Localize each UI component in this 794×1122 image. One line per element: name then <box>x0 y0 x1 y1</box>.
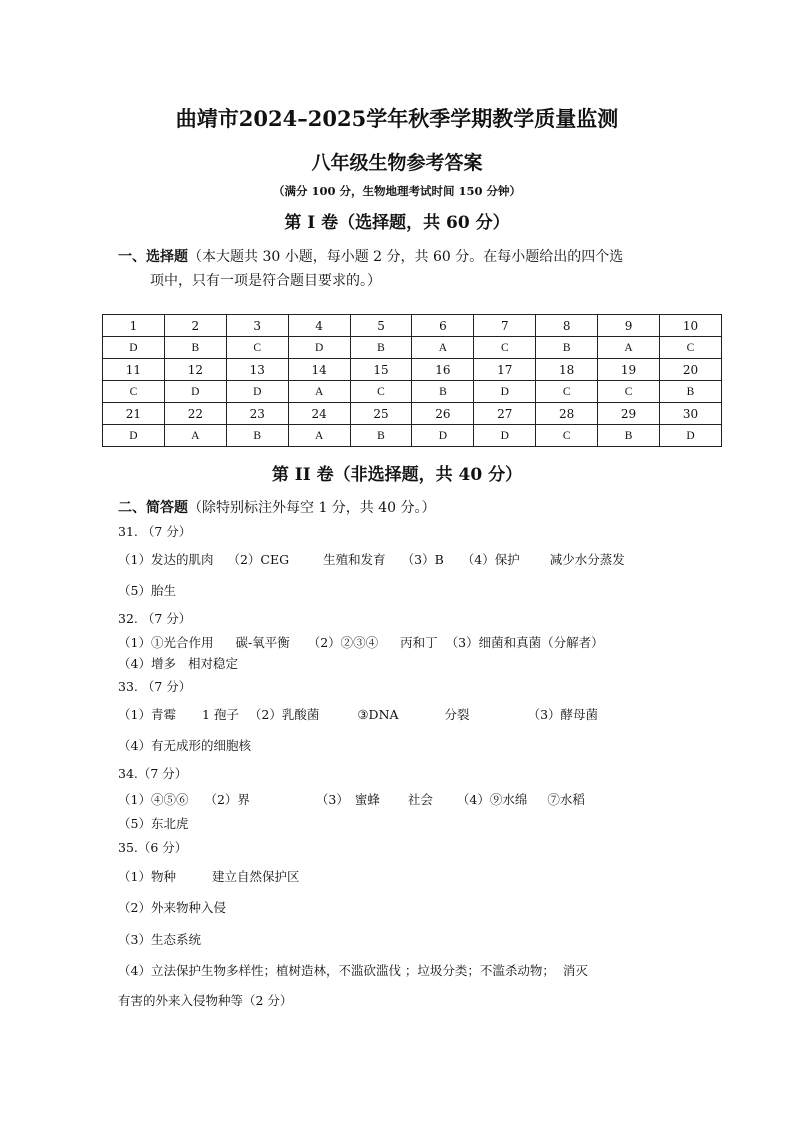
answer-cell: B <box>226 425 288 447</box>
question-number: 25 <box>350 403 412 425</box>
q35-line3: （3）生态系统 <box>118 932 201 947</box>
question-number: 17 <box>474 359 536 381</box>
q34-line1 <box>118 790 585 808</box>
answer-row <box>103 381 722 403</box>
answer-text: （1）物种 <box>118 869 176 884</box>
answer-text: （1）④⑤⑥ <box>118 792 189 807</box>
answer-text: （3） <box>315 792 349 807</box>
question-number: 19 <box>598 359 660 381</box>
q35-line4: （4）立法保护生物多样性；植树造林，不滥砍滥伐 ；垃圾分类；不滥杀动物； 消灭 <box>118 963 588 978</box>
q34-heading: 34.（7 分） <box>118 766 188 781</box>
answer-text: 1 孢子 <box>201 707 239 722</box>
answer-text: （3）细菌和真菌（分解者） <box>445 635 604 650</box>
q33-line2: （4）有无成形的细胞核 <box>118 738 251 753</box>
section2-desc: （除特别标注外每空 1 分，共 40 分。） <box>188 500 436 516</box>
question-number: 30 <box>660 403 722 425</box>
section1-desc: （本大题共 30 小题，每小题 2 分，共 60 分。在每小题给出的四个选 <box>188 249 624 265</box>
question-number: 20 <box>660 359 722 381</box>
section2-label: 二、简答题 <box>118 500 188 516</box>
q35-line2: （2）外来物种入侵 <box>118 900 226 915</box>
question-number: 1 <box>103 315 165 337</box>
question-number: 8 <box>536 315 598 337</box>
document-title: 曲靖市2024–2025学年秋季学期教学质量监测 <box>175 106 619 131</box>
answer-cell: C <box>226 337 288 359</box>
answer-text: 碳-氧平衡 <box>235 635 290 650</box>
answer-text: 建立自然保护区 <box>211 869 300 884</box>
q31-heading: 31. （7 分） <box>118 524 192 539</box>
answer-text: （1）青霉 <box>118 707 176 722</box>
answer-row <box>103 425 722 447</box>
q35-line5: 有害的外来入侵物种等（2 分） <box>118 993 293 1008</box>
question-number-row <box>103 359 722 381</box>
question-number: 10 <box>660 315 722 337</box>
answer-cell: B <box>350 337 412 359</box>
question-number: 27 <box>474 403 536 425</box>
question-number: 14 <box>288 359 350 381</box>
answer-text: ③DNA <box>357 707 399 722</box>
q33-heading: 33. （7 分） <box>118 679 192 694</box>
answer-cell: D <box>412 425 474 447</box>
question-number: 4 <box>288 315 350 337</box>
q32-line1 <box>118 633 604 651</box>
question-number-row <box>103 403 722 425</box>
question-number: 7 <box>474 315 536 337</box>
q35-line1 <box>118 867 299 885</box>
answer-cell: B <box>536 337 598 359</box>
answer-cell: D <box>103 337 165 359</box>
answer-cell: D <box>288 337 350 359</box>
answer-cell: B <box>412 381 474 403</box>
answer-cell: D <box>474 425 536 447</box>
answer-cell: A <box>412 337 474 359</box>
answer-cell: A <box>288 425 350 447</box>
answer-cell: B <box>350 425 412 447</box>
q34-line2: （5）东北虎 <box>118 816 189 831</box>
question-number-row <box>103 315 722 337</box>
answer-cell: C <box>536 425 598 447</box>
score-note: （满分 100 分，生物地理考试时间 150 分钟） <box>272 184 522 198</box>
answer-table <box>102 314 722 447</box>
question-number: 3 <box>226 315 288 337</box>
answer-cell: C <box>598 381 660 403</box>
answer-text: 生殖和发育 <box>323 552 386 567</box>
question-number: 13 <box>226 359 288 381</box>
answer-cell: D <box>660 425 722 447</box>
answer-cell: D <box>226 381 288 403</box>
part1-title: 第 I 卷（选择题，共 60 分） <box>284 213 510 233</box>
answer-cell: A <box>164 425 226 447</box>
question-number: 24 <box>288 403 350 425</box>
q32-heading: 32. （7 分） <box>118 611 192 626</box>
answer-text: （3）B <box>401 552 444 567</box>
part2-title: 第 II 卷（非选择题，共 40 分） <box>271 465 523 485</box>
answer-text: （4）⑨水绵 <box>456 792 528 807</box>
answer-row <box>103 337 722 359</box>
question-number: 6 <box>412 315 474 337</box>
answer-cell: D <box>103 425 165 447</box>
document-subtitle: 八年级生物参考答案 <box>311 152 483 174</box>
question-number: 26 <box>412 403 474 425</box>
section1-label: 一、选择题 <box>118 249 188 265</box>
q33-line1 <box>118 705 598 723</box>
answer-cell: C <box>103 381 165 403</box>
answer-text: （3）酵母菌 <box>527 707 599 722</box>
question-number: 9 <box>598 315 660 337</box>
q35-heading: 35.（6 分） <box>118 840 188 855</box>
answer-text: （4）保护 <box>461 552 520 567</box>
answer-text: （2）乳酸菌 <box>248 707 320 722</box>
question-number: 18 <box>536 359 598 381</box>
answer-text: （1）发达的肌肉 <box>118 552 214 567</box>
question-number: 2 <box>164 315 226 337</box>
section2-heading <box>118 497 436 517</box>
question-number: 23 <box>226 403 288 425</box>
question-number: 15 <box>350 359 412 381</box>
answer-cell: C <box>474 337 536 359</box>
answer-text: 社会 <box>407 792 433 807</box>
question-number: 16 <box>412 359 474 381</box>
answer-text: 相对稳定 <box>187 656 238 671</box>
question-number: 11 <box>103 359 165 381</box>
answer-cell: A <box>598 337 660 359</box>
section1-heading <box>118 246 623 266</box>
answer-text: 减少水分蒸发 <box>549 552 625 567</box>
answer-text: （2）界 <box>204 792 250 807</box>
answer-text: （1）①光合作用 <box>118 635 214 650</box>
answer-cell: C <box>536 381 598 403</box>
question-number: 21 <box>103 403 165 425</box>
answer-text: （2）CEG <box>227 552 290 567</box>
answer-cell: B <box>598 425 660 447</box>
question-number: 22 <box>164 403 226 425</box>
answer-cell: B <box>164 337 226 359</box>
answer-text: （4）增多 <box>118 656 176 671</box>
question-number: 12 <box>164 359 226 381</box>
answer-cell: D <box>474 381 536 403</box>
answer-cell: D <box>164 381 226 403</box>
answer-cell: C <box>660 337 722 359</box>
answer-text: 分裂 <box>444 707 470 722</box>
question-number: 29 <box>598 403 660 425</box>
answer-cell: B <box>660 381 722 403</box>
answer-text: 丙和丁 <box>400 635 438 650</box>
question-number: 5 <box>350 315 412 337</box>
answer-cell: C <box>350 381 412 403</box>
q31-line1 <box>118 550 625 568</box>
answer-text: （2）②③④ <box>307 635 379 650</box>
q31-line2: （5）胎生 <box>118 583 176 598</box>
answer-text: 蜜蜂 <box>354 792 380 807</box>
answer-cell: A <box>288 381 350 403</box>
answer-text: ⑦水稻 <box>547 792 585 807</box>
section1-desc-cont: 项中，只有一项是符合题目要求的。） <box>150 273 381 289</box>
question-number: 28 <box>536 403 598 425</box>
q32-line2 <box>118 654 238 672</box>
